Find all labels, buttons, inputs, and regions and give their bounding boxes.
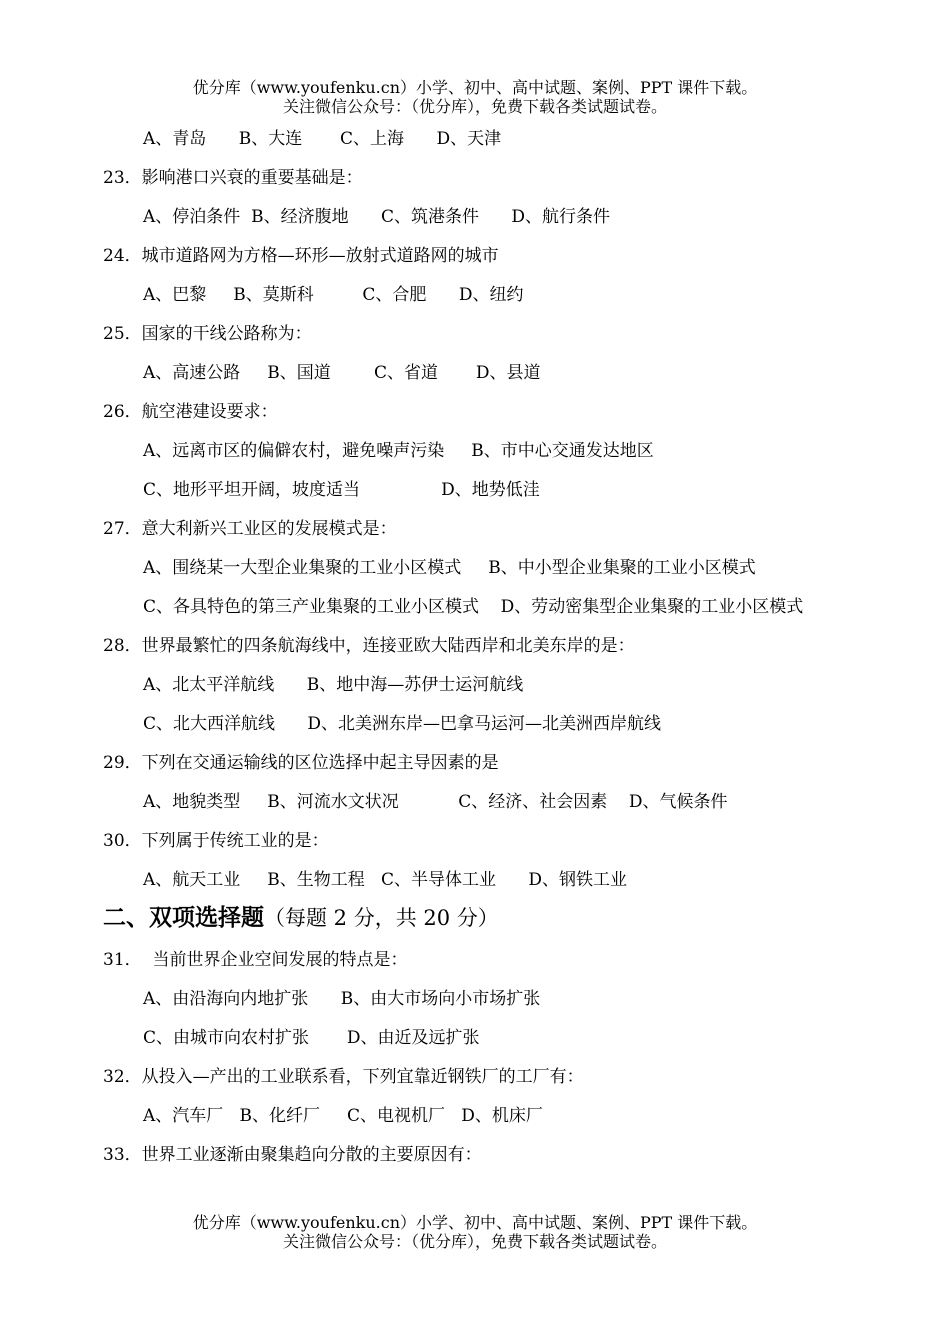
q22-options: A、青岛 B、大连 C、上海 D、天津 xyxy=(143,129,502,149)
q25-options: A、高速公路 B、国道 C、省道 D、县道 xyxy=(143,363,541,383)
q25-question: 25．国家的干线公路称为： xyxy=(103,324,312,344)
q27-options-cd: C、各具特色的第三产业集聚的工业小区模式 D、劳动密集型企业集聚的工业小区模式 xyxy=(143,597,804,617)
section-subtitle: （每题 2 分，共 20 分） xyxy=(264,906,499,930)
q26-options-ab: A、远离市区的偏僻农村，避免噪声污染 B、市中心交通发达地区 xyxy=(143,441,654,461)
q30-question: 30．下列属于传统工业的是： xyxy=(103,831,329,851)
q32-options: A、汽车厂 B、化纤厂 C、电视机厂 D、机床厂 xyxy=(143,1106,543,1126)
q29-question: 29．下列在交通运输线的区位选择中起主导因素的是 xyxy=(103,753,499,773)
q31-question: 31． 当前世界企业空间发展的特点是： xyxy=(103,950,408,970)
q26-question: 26．航空港建设要求： xyxy=(103,402,278,422)
q27-options-ab: A、围绕某一大型企业集聚的工业小区模式 B、中小型企业集聚的工业小区模式 xyxy=(143,558,756,578)
section-title: 二、双项选择题 xyxy=(103,904,264,931)
q27-question: 27．意大利新兴工业区的发展模式是： xyxy=(103,519,397,539)
q24-options: A、巴黎 B、莫斯科 C、合肥 D、纽约 xyxy=(143,285,524,305)
page-header-line1: 优分库（www.youfenku.cn）小学、初中、高中试题、案例、PPT 课件下载。 xyxy=(192,78,758,97)
q31-options-cd: C、由城市向农村扩张 D、由近及远扩张 xyxy=(143,1028,480,1048)
q28-options-cd: C、北大西洋航线 D、北美洲东岸—巴拿马运河—北美洲西岸航线 xyxy=(143,714,662,734)
q31-options-ab: A、由沿海向内地扩张 B、由大市场向小市场扩张 xyxy=(143,989,541,1009)
q28-options-ab: A、北太平洋航线 B、地中海—苏伊士运河航线 xyxy=(143,675,524,695)
q23-options: A、停泊条件 B、经济腹地 C、筑港条件 D、航行条件 xyxy=(143,207,611,227)
page-footer-line1: 优分库（www.youfenku.cn）小学、初中、高中试题、案例、PPT 课件下载。 xyxy=(192,1213,758,1232)
section-heading xyxy=(103,903,499,933)
q33-question: 33．世界工业逐渐由聚集趋向分散的主要原因有： xyxy=(103,1145,482,1165)
q26-options-cd: C、地形平坦开阔，坡度适当 D、地势低洼 xyxy=(143,480,540,500)
q32-question: 32．从投入—产出的工业联系看，下列宜靠近钢铁厂的工厂有： xyxy=(103,1067,584,1087)
page-header-line2: 关注微信公众号：（优分库），免费下载各类试题试卷。 xyxy=(282,97,667,116)
q23-question: 23．影响港口兴衰的重要基础是： xyxy=(103,168,363,188)
q30-options: A、航天工业 B、生物工程 C、半导体工业 D、钢铁工业 xyxy=(143,870,628,890)
q29-options: A、地貌类型 B、河流水文状况 C、经济、社会因素 D、气候条件 xyxy=(143,792,728,812)
page-footer-line2: 关注微信公众号：（优分库），免费下载各类试题试卷。 xyxy=(282,1232,667,1251)
q28-question: 28．世界最繁忙的四条航海线中，连接亚欧大陆西岸和北美东岸的是： xyxy=(103,636,635,656)
q24-question: 24．城市道路网为方格—环形—放射式道路网的城市 xyxy=(103,246,499,266)
